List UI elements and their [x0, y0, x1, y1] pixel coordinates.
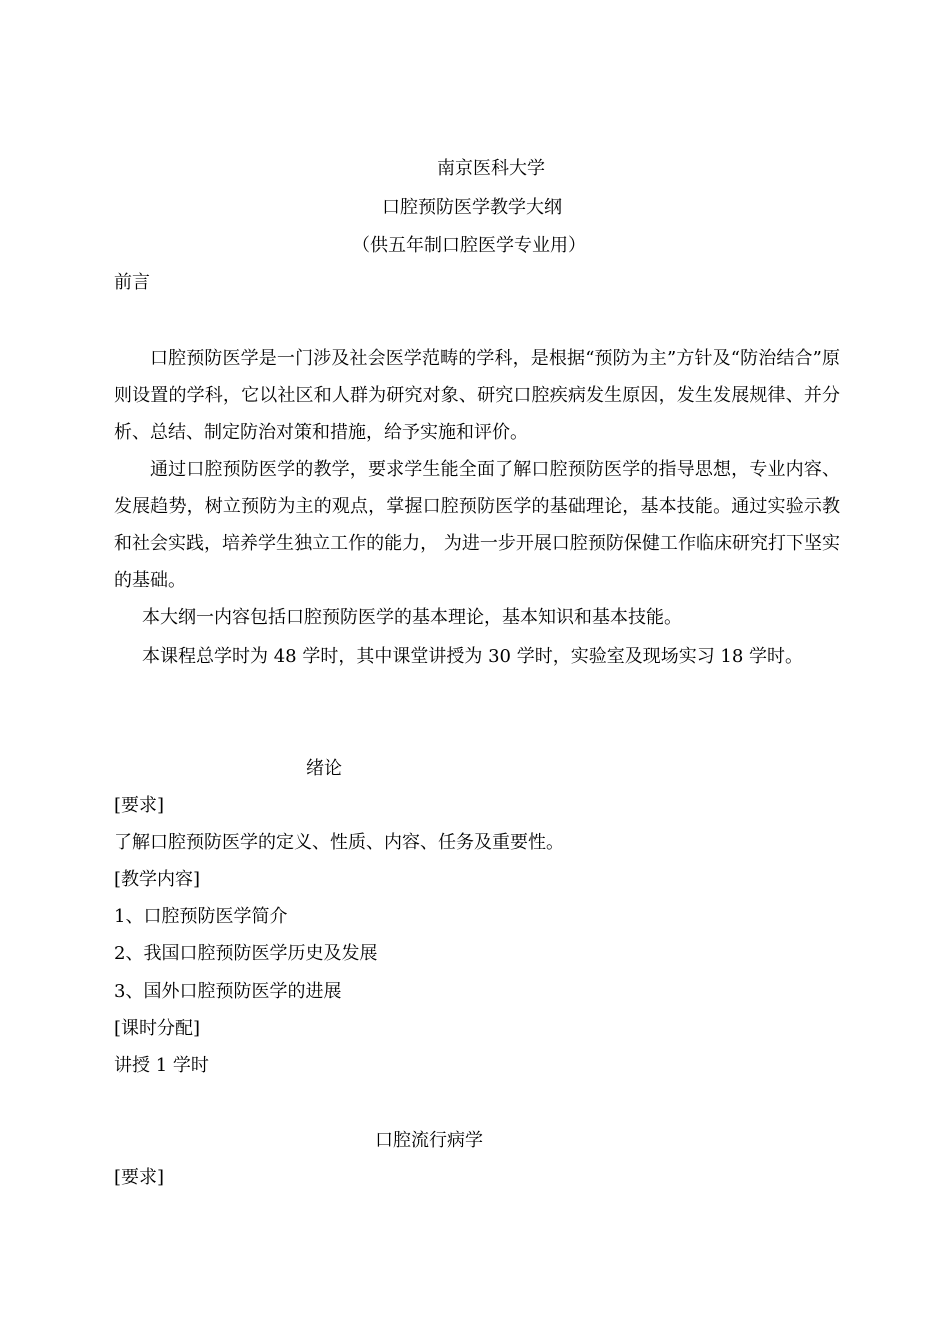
- intro-requirement-text: 了解口腔预防医学的定义、性质、内容、任务及重要性。: [114, 832, 564, 853]
- intro-hours-text: 讲授 1 学时: [114, 1055, 209, 1076]
- preface-paragraph-2: 通过口腔预防医学的教学，要求学生能全面了解口腔预防医学的指导思想，专业内容、发展趋势，树立预防为主的观点，掌握口腔预防医学的基础理论，基本技能。通过实验示教和社会实践，培养学生独立工作的能力， 为进一步开展口腔预防保健工作临床研究打下坚实的基础。: [114, 459, 840, 591]
- preface-heading: 前言: [114, 272, 150, 293]
- epidemiology-requirement-label: [要求]: [114, 1167, 165, 1188]
- document-subtitle: （供五年制口腔医学专业用）: [352, 235, 586, 256]
- preface-paragraph-1: 口腔预防医学是一门涉及社会医学范畴的学科，是根据“预防为主”方针及“防治结合”原则设置的学科，它以社区和人群为研究对象、研究口腔疾病发生原因，发生发展规律、并分析、总结、制定防治对策和措施，给予实施和评价。: [114, 348, 840, 443]
- intro-content-item: 3、国外口腔预防医学的进展: [114, 981, 342, 1002]
- intro-requirement-label: [要求]: [114, 795, 165, 816]
- intro-content-item: 1、口腔预防医学简介: [114, 906, 288, 927]
- intro-hours-label: [课时分配]: [114, 1018, 201, 1039]
- preface-paragraph-4: 本课程总学时为 48 学时，其中课堂讲授为 30 学时，实验室及现场实习 18 学时。: [142, 646, 804, 667]
- epidemiology-heading: 口腔流行病学: [375, 1130, 483, 1151]
- intro-content-item: 2、我国口腔预防医学历史及发展: [114, 943, 378, 964]
- university-name: 南京医科大学: [437, 158, 545, 179]
- intro-content-label: [教学内容]: [114, 869, 201, 890]
- preface-paragraph-3: 本大纲一内容包括口腔预防医学的基本理论，基本知识和基本技能。: [142, 607, 682, 628]
- document-title: 口腔预防医学教学大纲: [382, 197, 562, 218]
- intro-heading: 绪论: [306, 758, 342, 779]
